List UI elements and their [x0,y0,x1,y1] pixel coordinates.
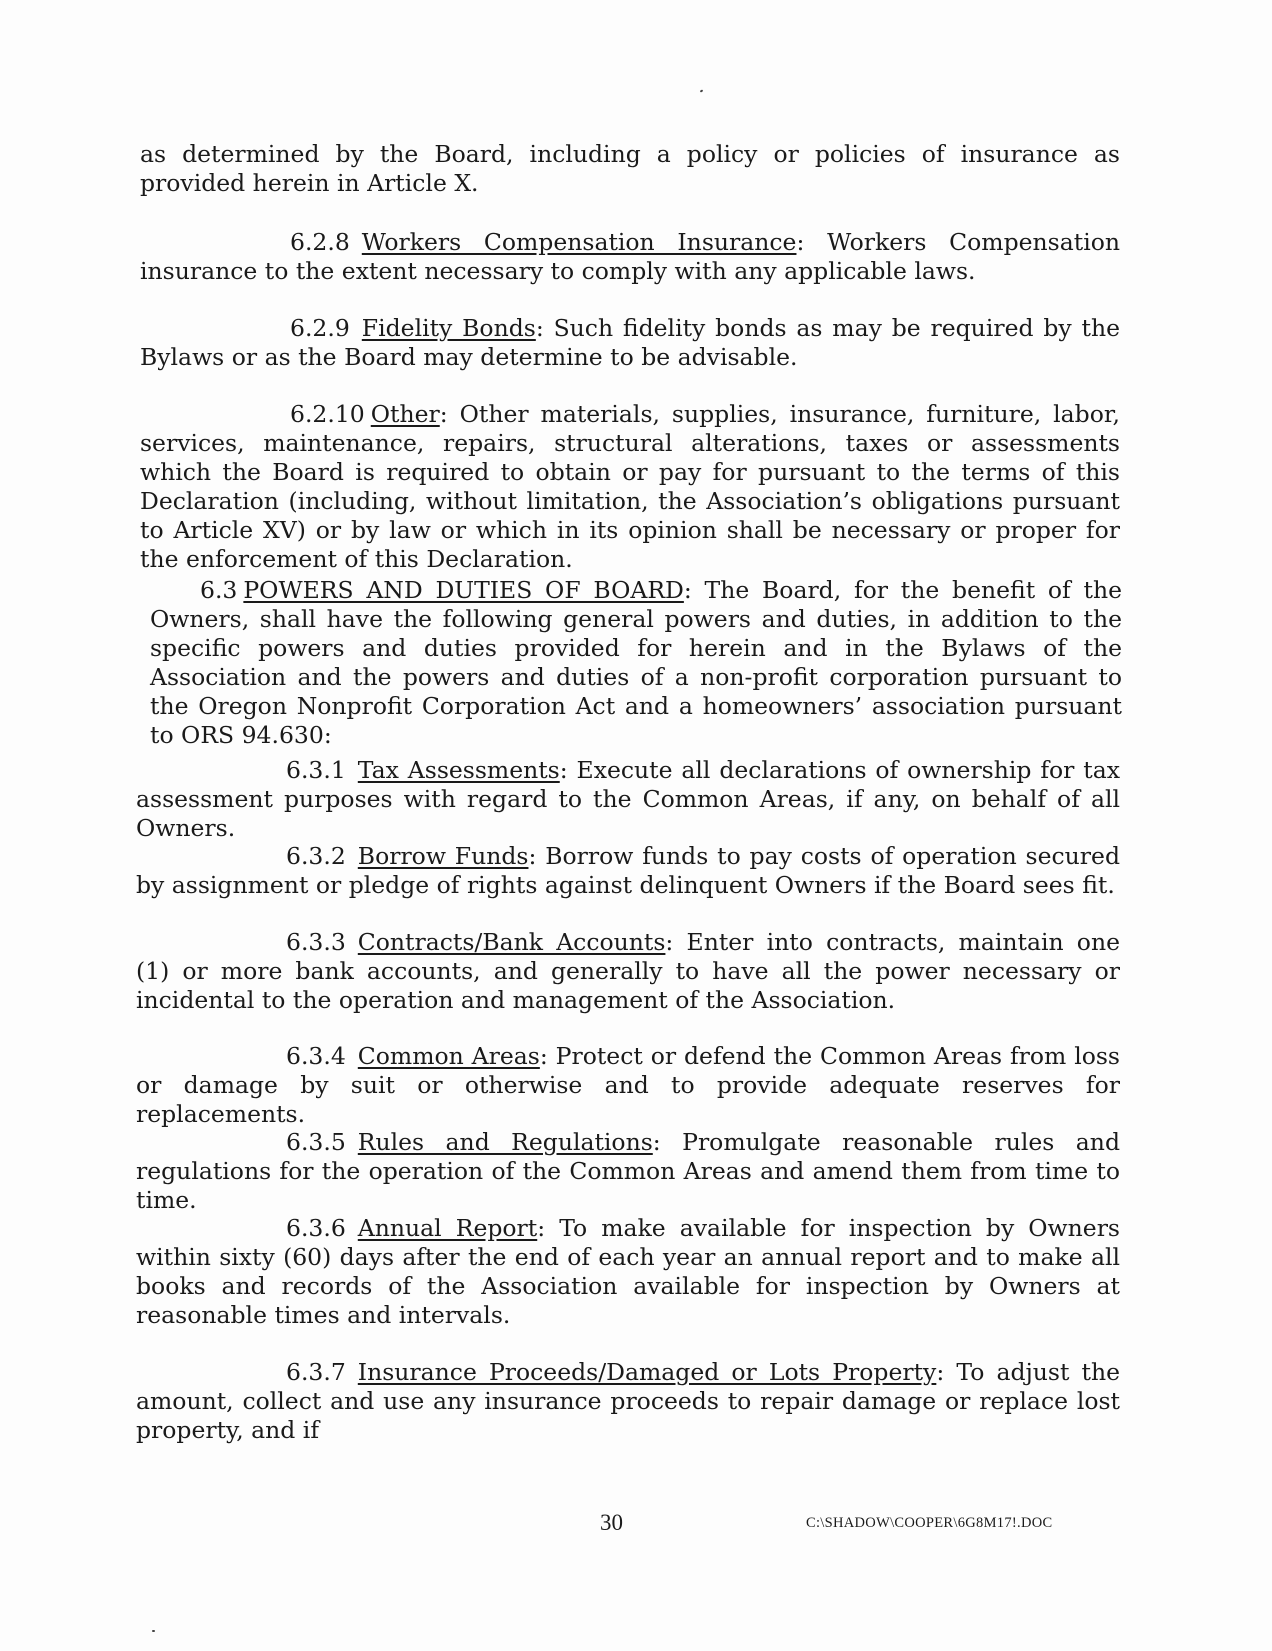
section-heading: Workers Compensation Insurance [361,228,797,256]
section-heading: Insurance Proceeds/Damaged or Lots Property [357,1358,937,1386]
section-text: : Such fidelity bonds as may be required by the Bylaws or as the Board may determine to be advisable. [140,314,1120,371]
page-number: 30 [600,1510,623,1535]
file-path: C:\SHADOW\COOPER\6G8M17!.DOC [806,1515,1053,1531]
section-number: 6.3.4 [286,1042,346,1070]
section-heading: Contracts/Bank Accounts [357,928,666,956]
section-number: 6.3.2 [286,842,346,870]
section-heading: Fidelity Bonds [361,314,536,342]
section-heading: Borrow Funds [357,842,529,870]
section-text: : The Board, for the benefit of the Owners, shall have the following general powers and duties, in addition to the specific powers and duties provided for herein and in the Bylaws of the Association and the powers and duties of a non-profit corporation pursuant to the Oregon Nonprofit Corporation Act and a homeowners’ association pursuant to ORS 94.630: [150,576,1122,749]
section-number: 6.3.7 [286,1358,346,1386]
section-text: : Enter into contracts, maintain one (1) or more bank accounts, and generally to have all the power necessary or incidental to the operation and management of the Association. [136,928,1120,1014]
section-heading: Common Areas [357,1042,540,1070]
section-text: : Execute all declarations of ownership for tax assessment purposes with regard to the Common Areas, if any, on behalf of all Owners. [136,756,1120,842]
section-text: : To make available for inspection by Owners within sixty (60) days after the end of each year an annual report and to make all books and records of the Association available for inspection by Owners at reasonable times and intervals. [136,1214,1120,1329]
intro-text: as determined by the Board, including a policy or policies of insurance as provided herein in Article X. [140,140,1120,197]
section-6-3 [150,576,1122,750]
section-number: 6.2.10 [290,400,365,428]
section-number: 6.3 [200,576,238,604]
section-6-3-4 [136,1042,1120,1129]
section-6-2-10 [140,400,1120,574]
section-6-2-8 [140,228,1120,286]
section-6-2-9 [140,314,1120,372]
section-number: 6.2.9 [290,314,350,342]
section-number: 6.3.3 [286,928,346,956]
scan-speck [152,1630,155,1632]
section-heading: Tax Assessments [357,756,560,784]
section-number: 6.3.5 [286,1128,346,1156]
section-6-3-6 [136,1214,1120,1330]
section-6-3-5 [136,1128,1120,1215]
section-6-3-7 [136,1358,1120,1445]
section-6-3-2 [136,842,1120,900]
section-6-3-1 [136,756,1120,843]
section-number: 6.3.1 [286,756,346,784]
section-6-3-3 [136,928,1120,1015]
intro-paragraph [140,140,1120,198]
section-text: : Workers Compensation insurance to the extent necessary to comply with any applicable laws. [140,228,1120,285]
section-text: : Borrow funds to pay costs of operation secured by assignment or pledge of rights against delinquent Owners if the Board sees fit. [136,842,1120,899]
section-text: : Protect or defend the Common Areas from loss or damage by suit or otherwise and to provide adequate reserves for replacements. [136,1042,1120,1128]
scan-speck [700,89,704,92]
section-number: 6.3.6 [286,1214,346,1242]
section-heading: Rules and Regulations [357,1128,653,1156]
section-text: : Promulgate reasonable rules and regulations for the operation of the Common Areas and amend them from time to time. [136,1128,1120,1214]
section-heading: Annual Report [357,1214,538,1242]
section-number: 6.2.8 [290,228,350,256]
section-heading: Other [370,400,440,428]
section-text: : Other materials, supplies, insurance, furniture, labor, services, maintenance, repairs, structural alterations, taxes or assessments which the Board is required to obtain or pay for pursuant to the terms of this Declaration (including, without limitation, the Association’s obligations pursuant to Article XV) or by law or which in its opinion shall be necessary or proper for the enforcement of this Declaration. [140,400,1120,573]
section-text: : To adjust the amount, collect and use any insurance proceeds to repair damage or replace lost property, and if [136,1358,1120,1444]
section-heading: POWERS AND DUTIES OF BOARD [243,576,684,604]
